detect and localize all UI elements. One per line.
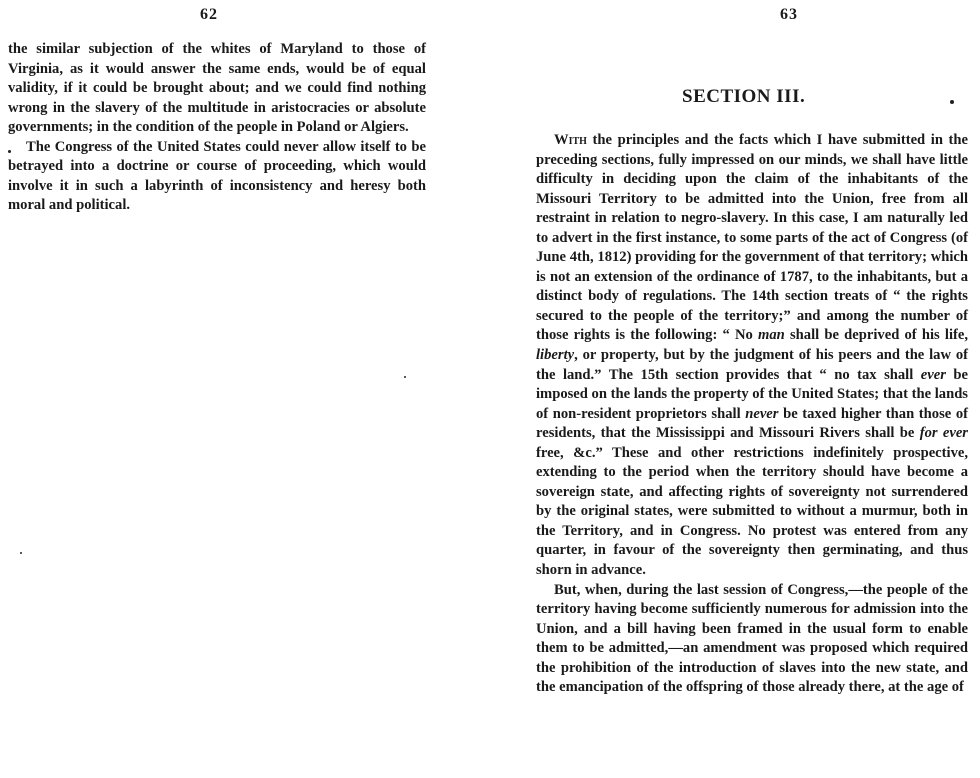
left-paragraph-1: the similar subjection of the whites of Maryland to those of Virginia, as it would answer the same ends, would be of equal validity, if it could be brought about; and we could find nothing wrong in the slavery of the multitude in aristocracies or absolute governments; in the condition of the people in Poland or Algiers.	[8, 41, 426, 136]
italic-word: ever	[920, 366, 946, 383]
italic-word: never	[745, 405, 779, 422]
left-page-body	[8, 40, 426, 216]
text-segment: the principles and the facts which I have submitted in the preceding sections, fully impressed on our minds, we shall have little difficulty in deciding upon the claim of the inhabitants of the Missouri Territory to be admitted into the Union, free from all restraint in relation to negro-slavery. In this case, I am naturally led to advert in the first instance, to some parts of the act of Congress (of June 4th, 1812) providing for the government of that territory; which is not an extension of the ordinance of 1787, to the inhabitants, but a distinct body of regulations. The 14th section treats of “ the rights secured to the people of the territory;” and among the number of those rights is the following: “ No	[536, 132, 968, 344]
text-segment: be taxed higher than those of residents, that the Mississippi and Missouri Rivers shall be	[536, 405, 968, 442]
print-speck	[20, 552, 22, 554]
right-page-body	[536, 131, 968, 698]
text-segment: , or property, but by the judgment of his peers and the law of the land.” The 15th section provides that “ no tax shall	[536, 347, 968, 383]
right-paragraph-1	[536, 131, 968, 581]
italic-word: man	[758, 327, 785, 344]
italic-word: for ever	[919, 425, 968, 442]
opening-word: With	[554, 132, 587, 148]
text-segment: be imposed on the lands the property of the United States; that the lands of non-resident proprietors shall	[536, 366, 968, 422]
print-speck	[950, 100, 954, 104]
page-number-right: 63	[780, 6, 798, 23]
section-title: SECTION III.	[682, 86, 806, 107]
text-segment: free, &c.” These and other restrictions indefinitely prospective, extending to the period when the territory should have become a sovereign state, and affecting rights of sovereignty not surrendered by the original states, were submitted to without a murmur, both in the Territory, and in Congress. No protest was entered from any quarter, in favour of the sovereignty then germinating, and thus shorn in advance.	[536, 444, 968, 579]
print-speck	[8, 150, 11, 153]
print-speck	[404, 376, 406, 378]
right-paragraph-2: But, when, during the last session of Congress,—the people of the territory having become sufficiently numerous for admission into the Union, and a bill having been framed in the usual form to enable them to be admitted,—an amendment was proposed which required the prohibition of the introduction of slaves into the new state, and the emancipation of the offspring of those already there, at the age of	[536, 581, 968, 696]
page-number-left: 62	[200, 6, 218, 23]
left-paragraph-2: The Congress of the United States could never allow itself to be betrayed into a doctrine or course of proceeding, which would involve it in such a labyrinth of inconsistency and heresy both moral and political.	[8, 138, 426, 214]
right-page	[520, 0, 980, 778]
italic-word: liberty	[536, 347, 575, 364]
text-segment: shall be deprived of his life,	[784, 327, 968, 344]
left-page	[0, 0, 470, 778]
